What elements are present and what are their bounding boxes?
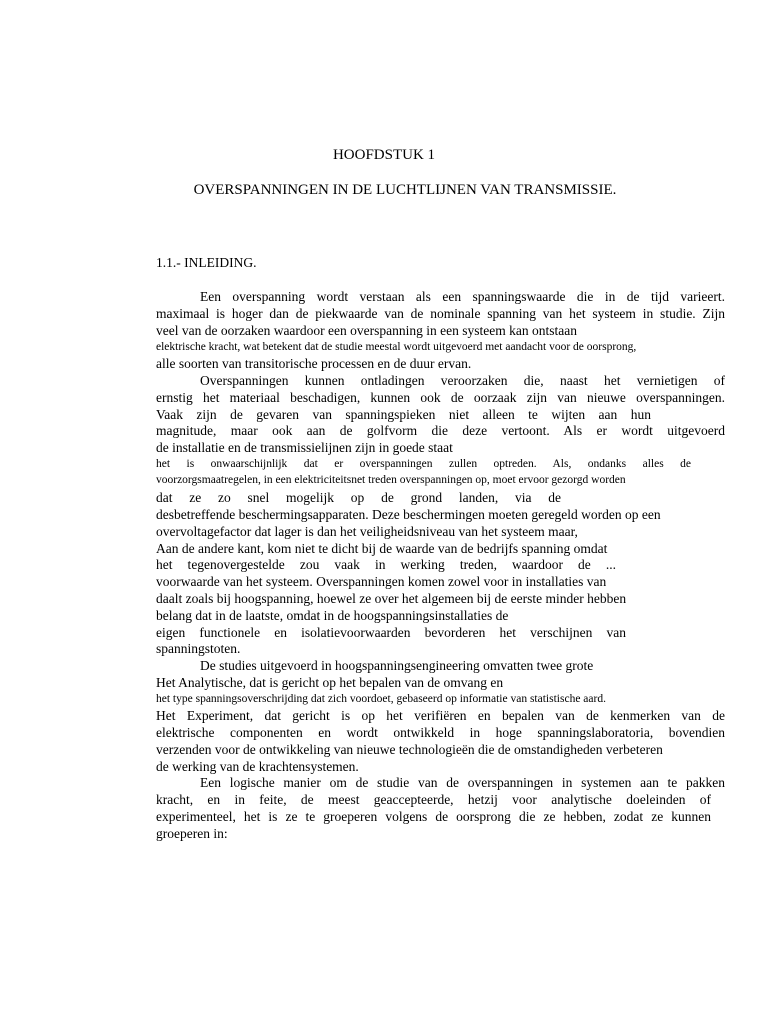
text-line: Het Experiment, dat gericht is op het verifiëren en bepalen van de kenmerken van de xyxy=(156,708,725,723)
text-line: de werking van de krachtensystemen. xyxy=(156,759,359,774)
chapter-title: OVERSPANNINGEN IN DE LUCHTLIJNEN VAN TRANSMISSIE. xyxy=(193,182,617,198)
text-line: De studies uitgevoerd in hoogspanningsengineering omvatten twee grote xyxy=(200,658,594,673)
text-line: Een overspanning wordt verstaan als een spanningswaarde die in de tijd varieert. xyxy=(200,289,725,304)
text-line: verzenden voor de ontwikkeling van nieuwe technologieën die de omstandigheden verbeteren xyxy=(156,742,663,757)
text-line: alle soorten van transitorische processen en de duur ervan. xyxy=(156,356,472,371)
text-line: overvoltagefactor dat lager is dan het veiligheidsniveau van het systeem maar, xyxy=(156,524,578,539)
text-line: de installatie en de transmissielijnen zijn in goede staat xyxy=(156,440,453,455)
text-line: Een logische manier om de studie van de overspanningen in systemen aan te pakken xyxy=(200,775,725,790)
text-line: voorwaarde van het systeem. Overspanningen komen zowel voor in installaties van xyxy=(156,574,607,589)
text-line: desbetreffende beschermingsapparaten. Deze beschermingen moeten geregeld worden op een xyxy=(156,507,661,522)
text-line: maximaal is hoger dan de piekwaarde van de nominale spanning van het systeem in studie. Zijn xyxy=(156,306,725,321)
text-line: het is onwaarschijnlijk dat er overspanningen zullen optreden. Als, ondanks alles de xyxy=(156,458,691,470)
text-line: elektrische kracht, wat betekent dat de studie meestal wordt uitgevoerd met aandacht voor de oorsprong, xyxy=(156,341,637,353)
text-line: dat ze zo snel mogelijk op de grond landen, via de xyxy=(156,490,561,505)
text-line: Aan de andere kant, kom niet te dicht bij de waarde van de bedrijfs spanning omdat xyxy=(156,541,608,556)
text-line: kracht, en in feite, de meest geaccepteerde, hetzij voor analytische doeleinden of xyxy=(156,792,711,807)
text-line: Overspanningen kunnen ontladingen veroorzaken die, naast het vernietigen of xyxy=(200,373,725,388)
text-line: veel van de oorzaken waardoor een overspanning in een systeem kan ontstaan xyxy=(156,323,577,338)
text-line: ernstig het materiaal beschadigen, kunnen ook de oorzaak zijn van nieuwe overspanningen. xyxy=(156,390,725,405)
text-line: Het Analytische, dat is gericht op het bepalen van de omvang en xyxy=(156,675,504,690)
text-line: daalt zoals bij hoogspanning, hoewel ze over het algemeen bij de eerste minder hebben xyxy=(156,591,627,606)
text-line: experimenteel, het is ze te groeperen volgens de oorsprong die ze hebben, zodat ze kunnen xyxy=(156,809,711,824)
text-line: magnitude, maar ook aan de golfvorm die deze vertoont. Als er wordt uitgevoerd xyxy=(156,423,725,438)
text-line: het tegenovergestelde zou vaak in werking treden, waardoor de ... xyxy=(156,557,616,572)
chapter-heading: HOOFDSTUK 1 xyxy=(332,147,436,163)
text-line: groeperen in: xyxy=(156,826,228,841)
text-line: het type spanningsoverschrijding dat zich voordoet, gebaseerd op informatie van statistische aard. xyxy=(156,693,606,705)
text-line: spanningstoten. xyxy=(156,641,241,656)
text-line: voorzorgsmaatregelen, in een elektriciteitsnet treden overspanningen op, moet ervoor gezorgd worden xyxy=(156,474,626,486)
text-line: belang dat in de laatste, omdat in de hoogspanningsinstallaties de xyxy=(156,608,509,623)
text-line: eigen functionele en isolatievoorwaarden bevorderen het verschijnen van xyxy=(156,625,626,640)
text-line: elektrische componenten en wordt ontwikkeld in hoge spanningslaboratoria, bovendien xyxy=(156,725,725,740)
text-line: Vaak zijn de gevaren van spanningspieken niet alleen te wijten aan hun xyxy=(156,407,651,422)
section-heading: 1.1.- INLEIDING. xyxy=(156,255,257,270)
